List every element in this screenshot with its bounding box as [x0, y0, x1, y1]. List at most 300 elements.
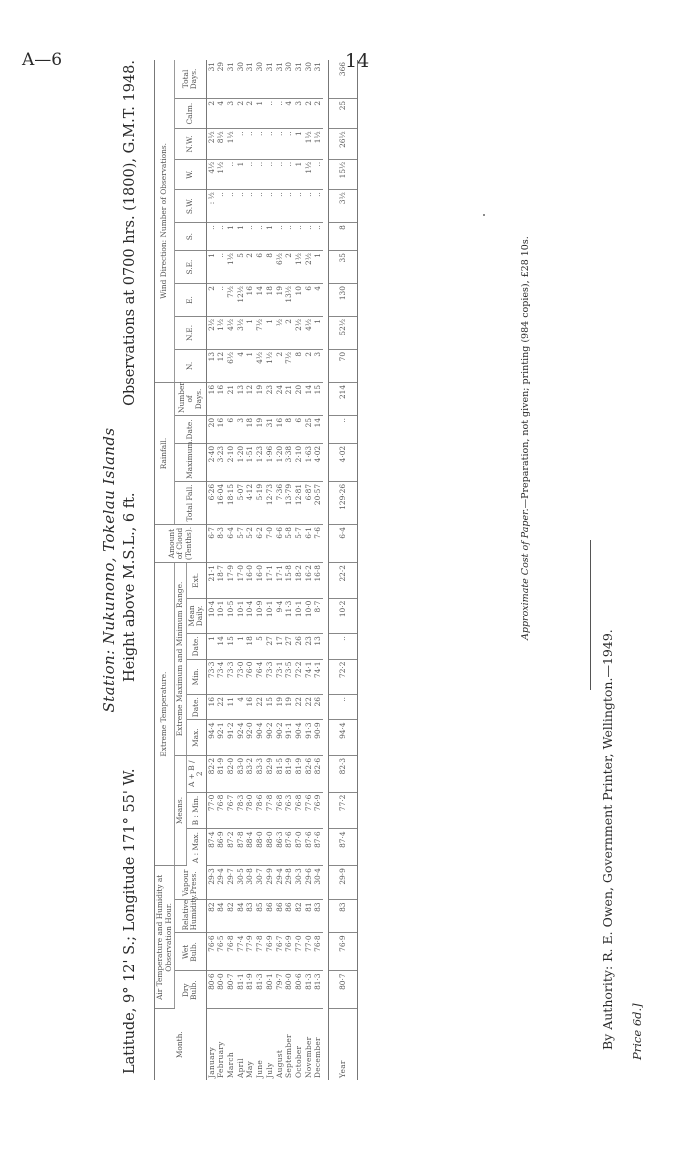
table-cell: 18·7	[216, 563, 226, 599]
table-cell: 76·0	[245, 659, 255, 695]
table-cell: 72·2	[294, 659, 304, 695]
table-cell: 2·10	[226, 443, 236, 481]
table-cell: 86·9	[216, 829, 226, 866]
table-cell: 21·1	[206, 563, 216, 599]
table-cell: 91·1	[284, 720, 294, 756]
table-cell: 19	[255, 382, 265, 415]
page-reference: A—6	[22, 50, 63, 70]
table-cell: ..	[245, 190, 255, 223]
table-cell: 3·38	[284, 443, 294, 481]
table-cell: 15	[226, 634, 236, 659]
col-max-date: Date.	[186, 695, 206, 720]
cost-label: Approximate Cost of Paper.	[520, 508, 531, 640]
table-cell: 10·1	[216, 598, 226, 634]
table-cell: 91·2	[226, 720, 236, 756]
table-cell: 1·96	[265, 443, 275, 481]
table-cell: ..	[275, 129, 285, 159]
table-cell: 74·1	[313, 659, 323, 695]
table-cell: 24	[275, 382, 285, 415]
table-cell: 16	[206, 695, 216, 720]
table-cell: 17·0	[236, 563, 246, 599]
table-cell: 16	[206, 382, 216, 415]
table-cell: 29·8	[284, 866, 294, 900]
table-cell: 82·0	[226, 755, 236, 792]
table-cell: 30·3	[294, 866, 304, 900]
table-cell: 76·4	[255, 659, 265, 695]
table-cell: ..	[304, 223, 314, 251]
table-cell: 87·6	[304, 829, 314, 866]
table-cell: 87·8	[236, 829, 246, 866]
table-cell: 88·0	[255, 829, 265, 866]
table-cell: 84	[216, 900, 226, 933]
table-cell: 17·9	[226, 563, 236, 599]
table-cell: 1½	[265, 349, 275, 382]
table-cell: 92·1	[216, 720, 226, 756]
col-group-range: Extreme Maximum and Minimum Range.	[175, 563, 187, 756]
table-cell: 30	[304, 60, 314, 98]
col-min: Min.	[186, 659, 206, 695]
table-cell: 3	[226, 98, 236, 128]
table-cell: 29·7	[226, 866, 236, 900]
table-cell: 1	[255, 98, 265, 128]
table-cell: 81·1	[236, 971, 246, 1009]
table-cell: 77·9	[245, 933, 255, 971]
table-cell: 78·6	[255, 792, 265, 829]
table-cell: 6·26	[206, 481, 216, 524]
table-cell: 2½	[206, 317, 216, 350]
table-cell: 81·5	[275, 755, 285, 792]
table-cell: 2	[206, 98, 216, 128]
table-cell: 17	[275, 634, 285, 659]
table-cell: 27	[265, 634, 275, 659]
table-cell: 2	[313, 98, 323, 128]
table-cell: 77·8	[265, 792, 275, 829]
table-cell: 29·4	[275, 866, 285, 900]
printer-authority: By Authority: R. E. Owen, Government Printer, Wellington.—1949.	[600, 629, 615, 1050]
table-cell: 82·6	[304, 755, 314, 792]
table-cell: 80·6	[294, 971, 304, 1009]
table-cell: 4·02	[329, 443, 358, 481]
table-cell: 87·4	[206, 829, 216, 866]
climate-table	[154, 60, 358, 1080]
table-cell: 73·5	[284, 659, 294, 695]
table-cell: 8	[265, 251, 275, 284]
table-cell: 19	[275, 284, 285, 317]
table-cell: 82·2	[206, 755, 216, 792]
table-cell: 12·81	[294, 481, 304, 524]
divider	[590, 540, 591, 690]
table-cell: 81	[304, 900, 314, 933]
table-cell: 16·0	[255, 563, 265, 599]
table-cell: 76·8	[216, 792, 226, 829]
table-cell: 1	[226, 223, 236, 251]
table-cell: 31	[245, 60, 255, 98]
table-cell: 6·2	[255, 525, 265, 563]
table-cell: ..	[313, 159, 323, 189]
table-cell: 7·36	[275, 481, 285, 524]
table-cell: 83·0	[236, 755, 246, 792]
table-cell: 5·07	[236, 481, 246, 524]
table-cell: 27	[284, 634, 294, 659]
month-cell: September	[284, 1034, 294, 1078]
table-cell: 76·8	[294, 792, 304, 829]
table-cell: 16·8	[313, 563, 323, 599]
table-cell: 35	[329, 251, 358, 284]
col-group-wind: Wind Direction: Number of Observations.	[155, 60, 175, 382]
table-cell: 77·0	[206, 792, 216, 829]
table-cell: 77·8	[255, 933, 265, 971]
table-cell: 1	[265, 223, 275, 251]
table-cell: 5·2	[245, 525, 255, 563]
table-cell: 21	[284, 382, 294, 415]
table-cell: 6·7	[206, 525, 216, 563]
table-cell: 7·0	[265, 525, 275, 563]
table-cell: ..	[245, 129, 255, 159]
table-cell: 10·4	[206, 598, 216, 634]
col-group-means: Means.	[175, 755, 187, 865]
table-cell: ..	[265, 190, 275, 223]
table-cell: 83	[313, 900, 323, 933]
table-cell: ..	[275, 223, 285, 251]
col-dry-bulb: Dry Bulb.	[175, 971, 207, 1009]
col-wind-w: W.	[175, 159, 207, 189]
table-cell: ..	[275, 159, 285, 189]
table-cell: 6·1	[304, 525, 314, 563]
table-cell: 82	[294, 900, 304, 933]
table-cell: 1½	[226, 251, 236, 284]
table-cell: 1½	[294, 251, 304, 284]
table-cell: ..	[275, 190, 285, 223]
table-cell: 1½	[216, 159, 226, 189]
table-cell: 30	[255, 60, 265, 98]
table-cell: 214	[329, 382, 358, 415]
table-cell: 1	[245, 349, 255, 382]
table-cell: 6	[226, 415, 236, 443]
col-mean-max: A : Max.	[186, 829, 206, 866]
table-cell: 1½	[226, 129, 236, 159]
table-cell: 90·9	[313, 720, 323, 756]
col-rain-max: Maximum.	[175, 443, 207, 481]
table-cell: 15	[313, 382, 323, 415]
table-cell: 90·4	[294, 720, 304, 756]
table-cell: 2	[236, 98, 246, 128]
table-cell: 14	[216, 634, 226, 659]
table-cell: 2	[284, 251, 294, 284]
table-cell: 30·8	[245, 866, 255, 900]
table-cell: 76·9	[313, 792, 323, 829]
table-cell: 25	[304, 415, 314, 443]
table-cell: 77·0	[304, 933, 314, 971]
col-humidity: Relative Humidity.	[175, 900, 207, 933]
table-cell: 2·40	[206, 443, 216, 481]
table-cell: 7·6	[313, 525, 323, 563]
table-cell: 82	[206, 900, 216, 933]
table-cell: 31	[275, 60, 285, 98]
table-cell: 80·0	[284, 971, 294, 1009]
table-cell: 73·1	[275, 659, 285, 695]
table-cell: 5	[236, 251, 246, 284]
table-cell: 1·51	[245, 443, 255, 481]
table-cell: 23	[304, 634, 314, 659]
table-cell: 76·9	[284, 933, 294, 971]
table-cell: 29·9	[265, 866, 275, 900]
table-cell: 16	[245, 284, 255, 317]
table-cell: ..	[329, 634, 358, 659]
table-cell: 1·20	[275, 443, 285, 481]
month-cell: January	[206, 1046, 216, 1078]
table-cell: 22	[304, 695, 314, 720]
table-cell: 18·2	[294, 563, 304, 599]
table-cell: 1½	[304, 129, 314, 159]
table-cell: 84	[236, 900, 246, 933]
table-cell: 76·9	[329, 933, 358, 971]
table-cell: 3	[313, 349, 323, 382]
table-cell: ..	[226, 190, 236, 223]
table-cell: ..	[206, 223, 216, 251]
col-wind-calm: Calm.	[175, 98, 207, 128]
table-row	[304, 60, 314, 1080]
table-cell: 81·3	[304, 971, 314, 1009]
table-cell: ½	[275, 317, 285, 350]
table-cell: 73·3	[206, 659, 216, 695]
table-cell: ..	[275, 98, 285, 128]
height: Height above M.S.L., 6 ft.	[122, 492, 138, 682]
table-cell: 77·4	[236, 933, 246, 971]
table-cell: ..	[255, 223, 265, 251]
table-cell: ..	[313, 223, 323, 251]
table-cell: 74·1	[304, 659, 314, 695]
table-cell: 81·9	[245, 971, 255, 1009]
table-cell: 14	[313, 415, 323, 443]
table-cell: 10·1	[236, 598, 246, 634]
table-cell: 3½	[236, 317, 246, 350]
table-cell: 1·23	[255, 443, 265, 481]
table-row	[206, 60, 216, 1080]
table-cell: 81·9	[284, 755, 294, 792]
table-cell: 83	[329, 900, 358, 933]
table-cell: 1½	[216, 317, 226, 350]
table-cell: 10	[294, 284, 304, 317]
table-cell: 2	[245, 98, 255, 128]
table-cell: 72·2	[329, 659, 358, 695]
table-row	[236, 60, 246, 1080]
table-cell: 7½	[226, 284, 236, 317]
table-cell: 83·2	[245, 755, 255, 792]
month-cell: February	[216, 1041, 226, 1078]
table-cell: 14	[304, 382, 314, 415]
table-cell: 31	[313, 60, 323, 98]
table-cell: 29·6	[304, 866, 314, 900]
table-cell: 83	[245, 900, 255, 933]
page-number: 14	[345, 50, 370, 72]
table-cell: ..	[216, 251, 226, 284]
table-cell: 2·10	[294, 443, 304, 481]
table-cell: 16	[275, 415, 285, 443]
table-cell: 4½	[255, 349, 265, 382]
table-cell: 10·9	[255, 598, 265, 634]
table-cell: 90·2	[275, 720, 285, 756]
col-max: Max.	[186, 720, 206, 756]
table-cell: 4	[236, 695, 246, 720]
table-cell: 10·0	[304, 598, 314, 634]
table-cell: 13·79	[284, 481, 294, 524]
table-cell: 20	[294, 382, 304, 415]
table-cell: 17·1	[275, 563, 285, 599]
month-cell: May	[245, 1060, 255, 1078]
table-cell: ..	[284, 223, 294, 251]
col-group-extreme: Extreme Temperature.	[155, 563, 175, 866]
location-line	[122, 60, 138, 1074]
table-cell: 11	[226, 695, 236, 720]
col-ext: Ext.	[186, 563, 206, 599]
table-cell: 80·1	[265, 971, 275, 1009]
table-cell: 85	[255, 900, 265, 933]
table-cell: 23	[265, 382, 275, 415]
table-cell: 1·20	[236, 443, 246, 481]
table-body	[206, 60, 357, 1080]
month-cell: March	[225, 1052, 235, 1078]
table-cell: 86	[265, 900, 275, 933]
table-cell: ..	[265, 98, 275, 128]
month-cell: April	[235, 1058, 245, 1078]
table-cell: 22	[216, 695, 226, 720]
table-cell: 16·2	[304, 563, 314, 599]
table-cell: 6·4	[329, 525, 358, 563]
month-cell: July	[264, 1062, 274, 1078]
table-cell: 5·7	[294, 525, 304, 563]
table-cell: 76·6	[206, 933, 216, 971]
table-cell: 82·3	[329, 755, 358, 792]
table-cell: 2½	[206, 129, 216, 159]
table-cell: 1	[313, 317, 323, 350]
table-row	[294, 60, 304, 1080]
table-cell: 13	[206, 349, 216, 382]
table-cell: ..	[245, 223, 255, 251]
table-cell: 87·6	[313, 829, 323, 866]
table-cell: 22·2	[329, 563, 358, 599]
table-cell: 87·0	[294, 829, 304, 866]
table-cell: 16·0	[245, 563, 255, 599]
table-cell: 73·4	[216, 659, 226, 695]
table-cell: 1	[294, 129, 304, 159]
table-cell: 82·6	[313, 755, 323, 792]
table-cell: 16·04	[216, 481, 226, 524]
year-row	[329, 60, 358, 1080]
table-cell: 2	[304, 349, 314, 382]
table-cell: 22	[255, 695, 265, 720]
table-cell: 18	[245, 415, 255, 443]
table-cell: 15½	[329, 159, 358, 189]
table-cell: 92·4	[236, 720, 246, 756]
table-cell: ..	[284, 129, 294, 159]
table-cell: 13	[313, 634, 323, 659]
table-cell: 5·19	[255, 481, 265, 524]
table-cell: ..	[329, 695, 358, 720]
col-month: Month.	[155, 1009, 207, 1080]
table-cell: ..	[226, 159, 236, 189]
table-cell: 8	[329, 223, 358, 251]
table-cell: 25	[329, 98, 358, 128]
table-cell: 94·4	[206, 720, 216, 756]
col-rain-date: Date.	[175, 415, 207, 443]
table-cell: 4½	[304, 317, 314, 350]
table-cell: 76·7	[275, 933, 285, 971]
table-cell: 73·3	[265, 659, 275, 695]
table-cell: 90·4	[255, 720, 265, 756]
col-total-fall: Total Fall.	[175, 481, 207, 524]
table-cell: 1	[236, 159, 246, 189]
table-row	[255, 60, 265, 1080]
table-cell: 31	[294, 60, 304, 98]
table-cell: 130	[329, 284, 358, 317]
col-wind-se: S.E.	[175, 251, 207, 284]
table-cell: 76·8	[313, 933, 323, 971]
table-cell: 31	[226, 60, 236, 98]
table-cell: 4	[216, 98, 226, 128]
table-cell: 12	[245, 382, 255, 415]
table-row	[313, 60, 323, 1080]
table-cell: 78·3	[236, 792, 246, 829]
month-cell: December	[313, 1037, 323, 1078]
table-cell: ..	[313, 190, 323, 223]
table-cell: 129·26	[329, 481, 358, 524]
table-cell: 81·9	[294, 755, 304, 792]
table-cell: 26½	[329, 129, 358, 159]
table-cell: 52½	[329, 317, 358, 350]
table-cell: 4·12	[245, 481, 255, 524]
table-cell: 19	[284, 695, 294, 720]
table-cell: 26	[313, 695, 323, 720]
table-cell: : ½	[206, 190, 216, 223]
col-mean-avg: A + B / 2	[186, 755, 206, 792]
table-cell: 87·4	[329, 829, 358, 866]
col-total-days: Total Days.	[175, 60, 207, 98]
table-cell: 30·5	[236, 866, 246, 900]
col-mean-daily: Mean Daily.	[186, 598, 206, 634]
table-cell: 18	[245, 634, 255, 659]
col-mean-min: B : Min.	[186, 792, 206, 829]
col-wind-ne: N.E.	[175, 317, 207, 350]
table-cell: 10·1	[294, 598, 304, 634]
table-cell: 6·87	[304, 481, 314, 524]
table-cell: 5·8	[284, 525, 294, 563]
table-cell: 19	[275, 695, 285, 720]
table-row	[265, 60, 275, 1080]
table-cell: 12½	[236, 284, 246, 317]
table-cell: 1	[236, 634, 246, 659]
table-cell: 2½	[304, 251, 314, 284]
col-group-rain: Rainfall.	[155, 382, 175, 524]
table-cell: 29·9	[329, 866, 358, 900]
table-cell: 91·3	[304, 720, 314, 756]
table-cell: 87·2	[226, 829, 236, 866]
table-cell: 81·9	[216, 755, 226, 792]
table-cell: ..	[329, 415, 358, 443]
table-cell: 76·9	[265, 933, 275, 971]
table-cell: 6½	[226, 349, 236, 382]
table-cell: 2	[245, 251, 255, 284]
table-cell: 90·2	[265, 720, 275, 756]
table-cell: ..	[216, 284, 226, 317]
table-cell: 15·8	[284, 563, 294, 599]
table-cell: 6	[255, 251, 265, 284]
col-cloud: Amount of Cloud (Tenths).	[155, 525, 207, 563]
table-cell: ..	[216, 223, 226, 251]
table-cell: 29·4	[216, 866, 226, 900]
table-cell: 1·63	[304, 443, 314, 481]
table-cell: 82·9	[265, 755, 275, 792]
col-vapour: Vapour Press.	[175, 866, 207, 900]
